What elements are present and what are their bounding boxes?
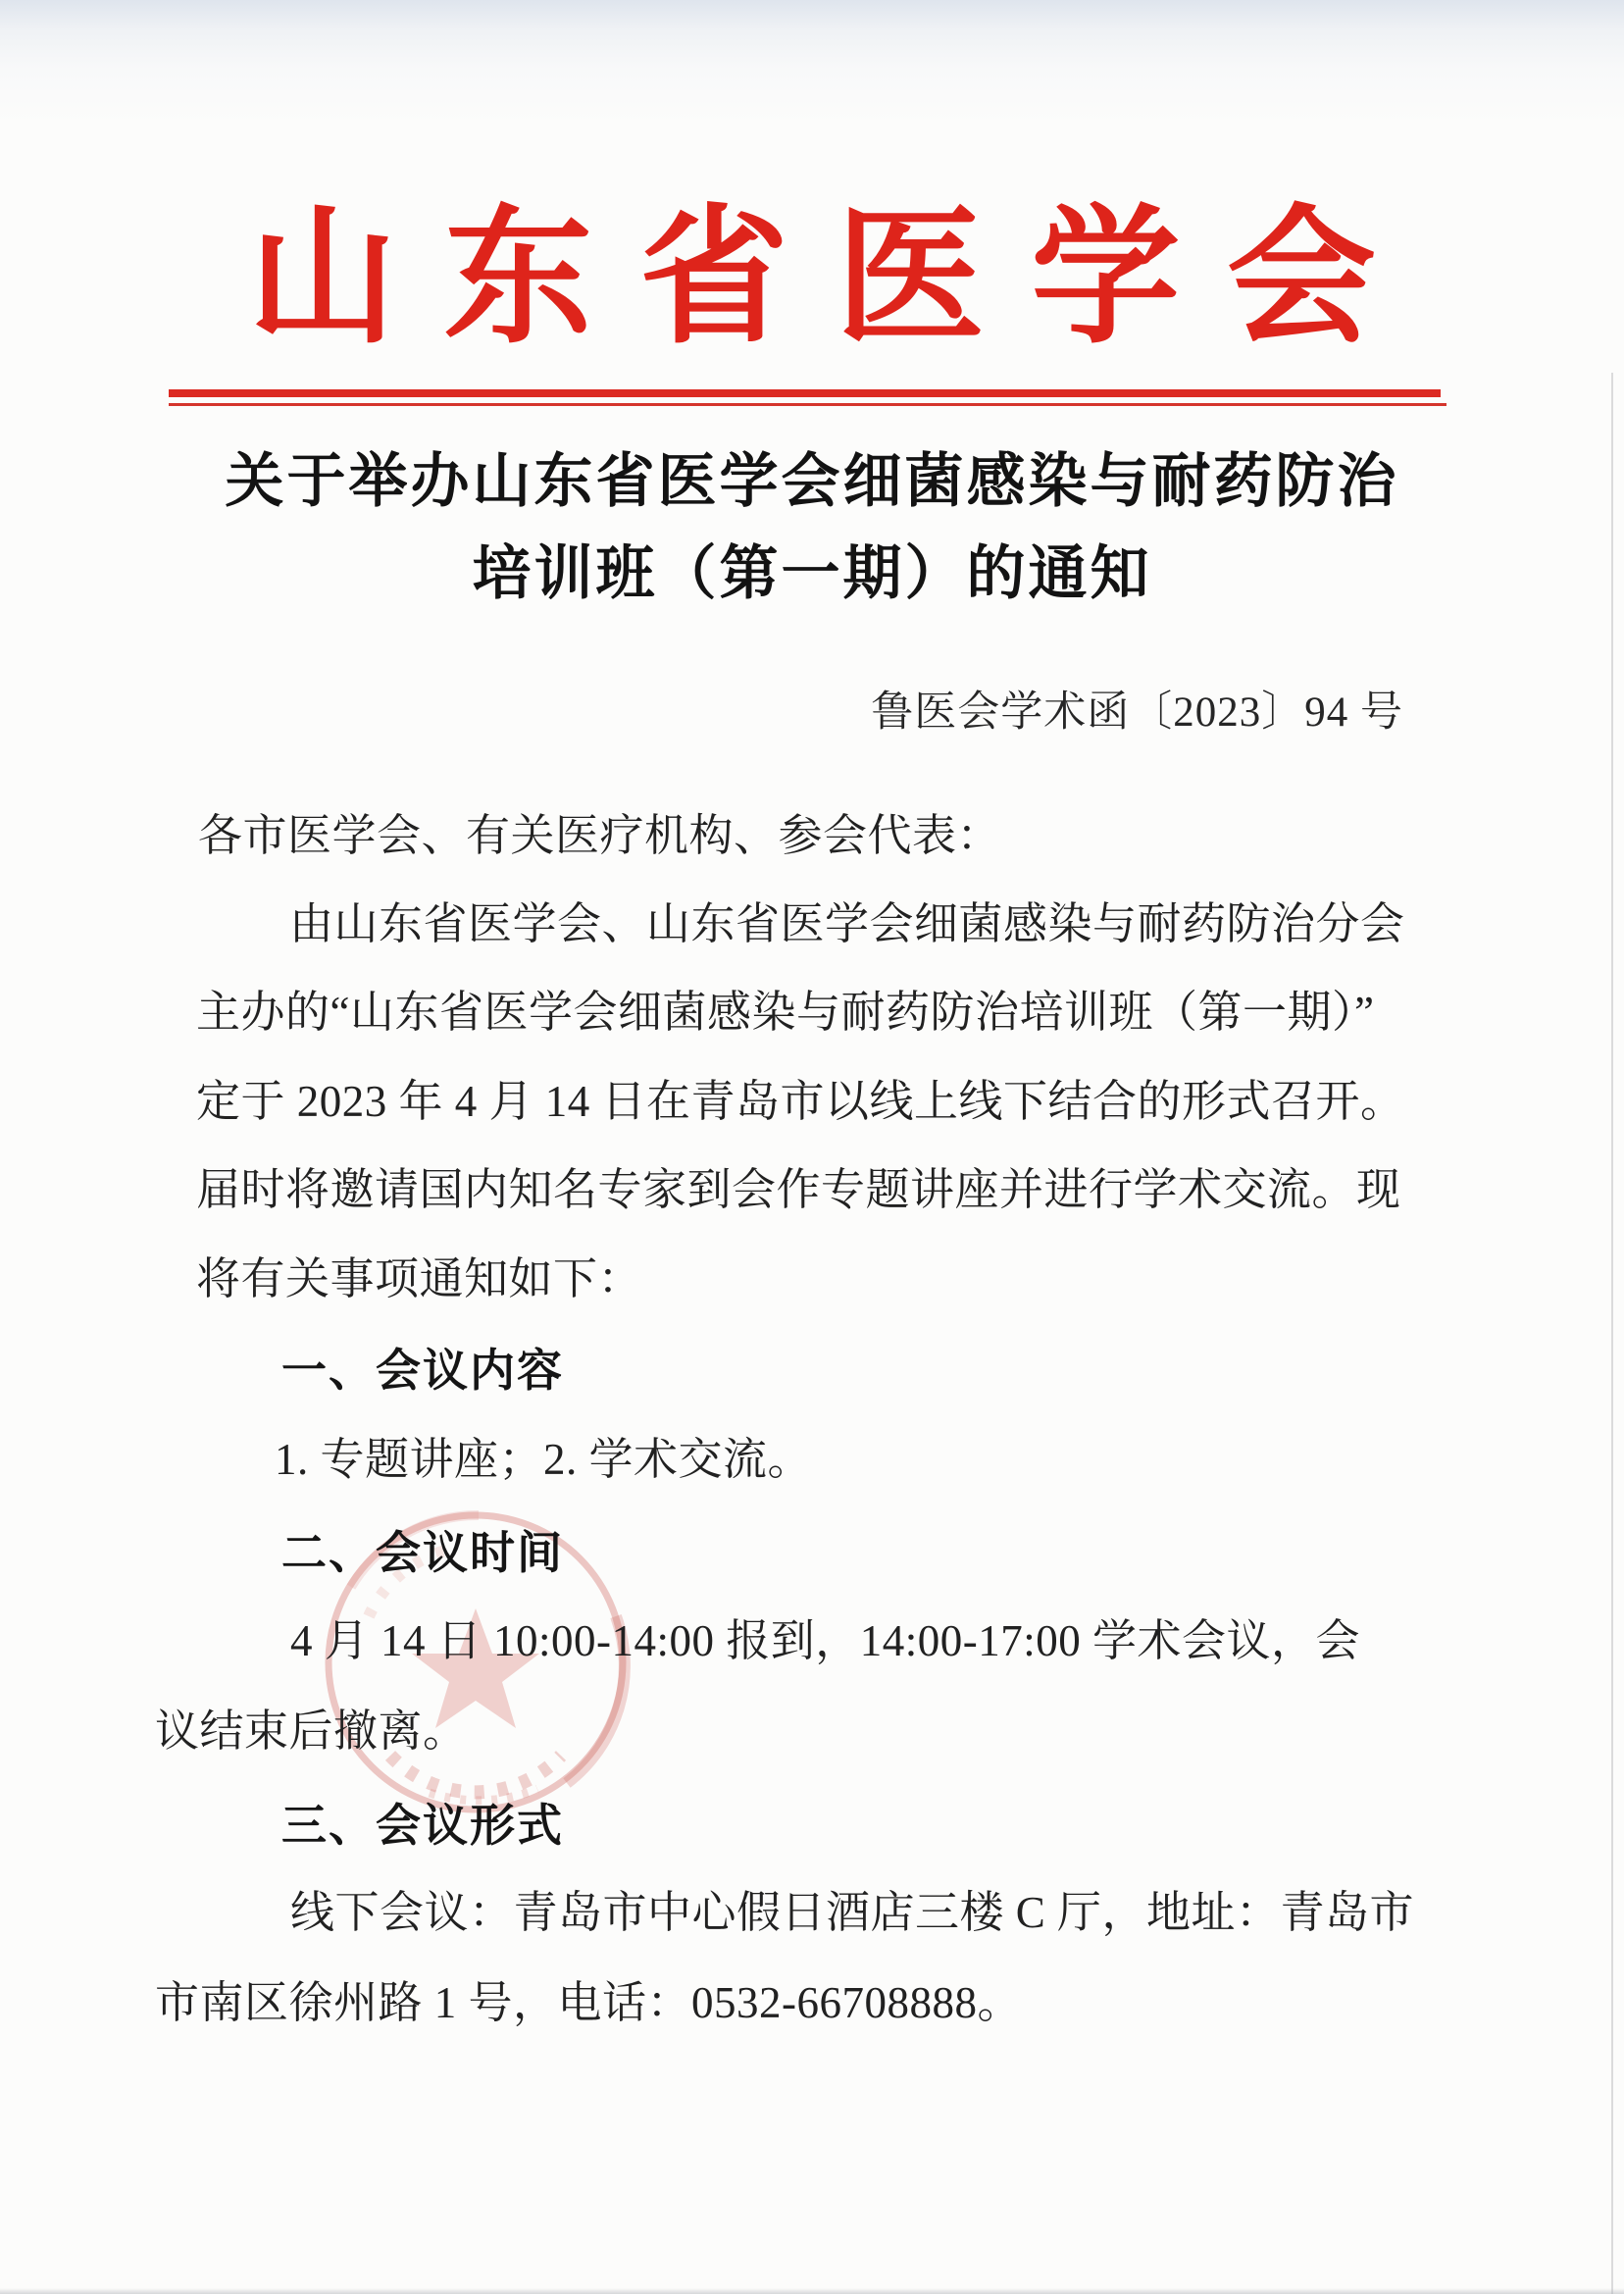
section-heading-content: 一、会议内容	[281, 1345, 564, 1396]
masthead-char: 会	[1226, 196, 1376, 361]
masthead-char: 东	[443, 196, 593, 361]
body-line: 1. 专题讲座；2. 学术交流。	[275, 1435, 813, 1484]
section-heading-time: 二、会议时间	[281, 1527, 564, 1578]
body-line: 定于 2023 年 4 月 14 日在青岛市以线上线下结合的形式召开。	[196, 1077, 1405, 1126]
reference-number: 鲁医会学术函〔2023〕94 号	[871, 689, 1403, 736]
body-line: 由山东省医学会、山东省医学会细菌感染与耐药防治分会	[289, 899, 1405, 948]
body-line: 将有关事项通知如下：	[196, 1254, 643, 1303]
section-heading-format: 三、会议形式	[281, 1800, 564, 1851]
document-title-line1: 关于举办山东省医学会细菌感染与耐药防治	[225, 449, 1399, 514]
red-rule-thin	[169, 403, 1446, 406]
masthead-char: 山	[248, 196, 397, 361]
masthead-char: 省	[639, 196, 789, 361]
masthead-char: 医	[835, 196, 985, 361]
body-line: 线下会议：青岛市中心假日酒店三楼 C 厅，地址：青岛市	[290, 1888, 1415, 1937]
body-line: 议结束后撤离。	[155, 1707, 468, 1756]
body-line: 4 月 14 日 10:00-14:00 报到，14:00-17:00 学术会议，会	[290, 1616, 1360, 1665]
body-line: 市南区徐州路 1 号，电话：0532-66708888。	[155, 1978, 1022, 2027]
masthead-char: 学	[1031, 196, 1181, 361]
body-line: 主办的“山东省医学会细菌感染与耐药防治培训班（第一期）”	[196, 988, 1375, 1037]
red-rule-thick	[169, 389, 1441, 397]
document-title-line2: 培训班（第一期）的通知	[472, 541, 1152, 606]
masthead-title	[248, 196, 1376, 361]
salutation-line: 各市医学会、有关医疗机构、参会代表：	[198, 811, 1002, 860]
body-line: 届时将邀请国内知名专家到会作专题讲座并进行学术交流。现	[196, 1165, 1401, 1214]
